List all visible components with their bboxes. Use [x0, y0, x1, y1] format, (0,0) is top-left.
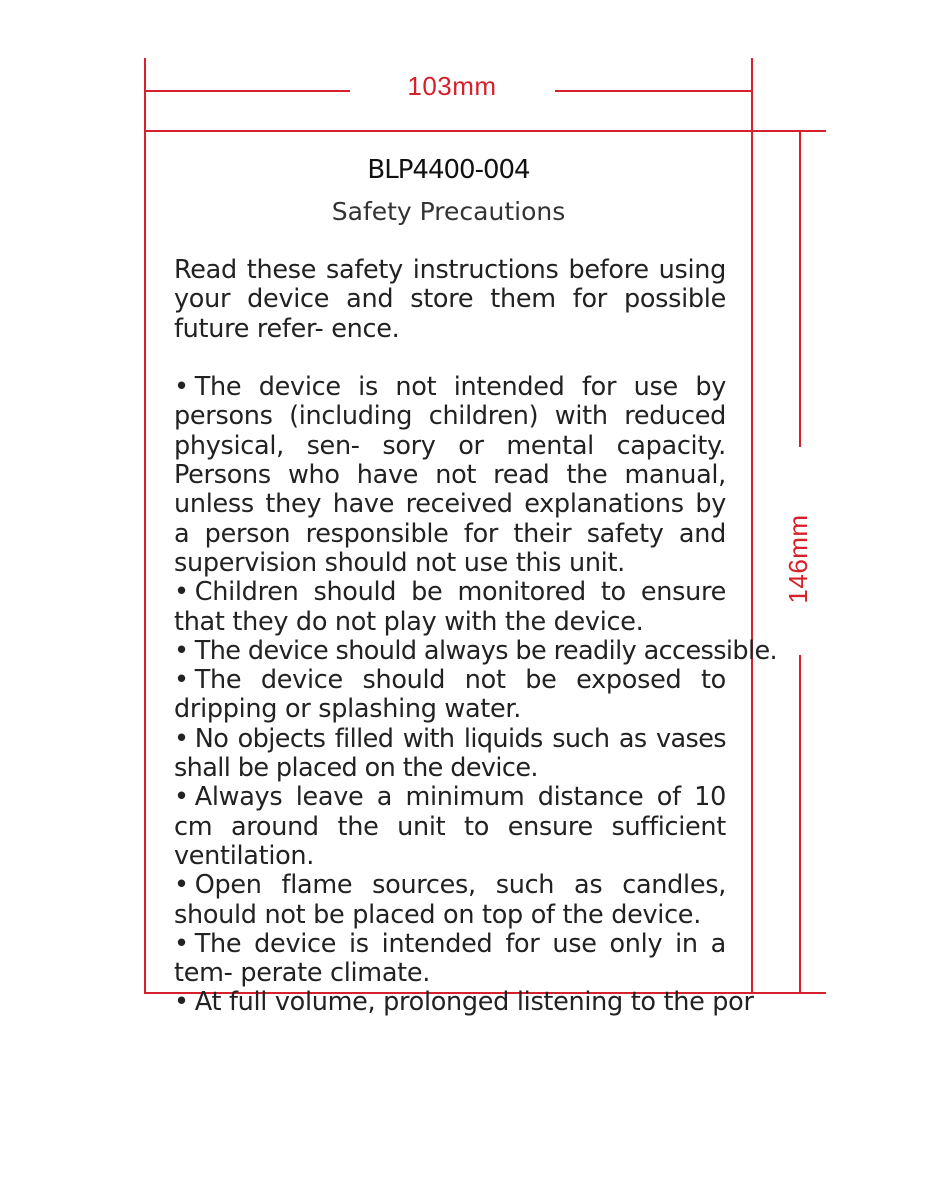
instructions-body	[174, 255, 778, 1018]
height-dimension-line-bottom	[799, 655, 801, 993]
model-number: BLP4400-004	[367, 155, 530, 185]
intro-paragraph: Read these safety instructions before using your device and store them for possible future refer- ence.	[174, 255, 726, 344]
bullet-dot: •	[174, 723, 189, 754]
label-title: Safety Precautions	[331, 197, 566, 226]
bullet-dot: •	[174, 635, 189, 666]
bullet-item: • At full volume, prolonged listening to the por	[174, 987, 754, 1018]
bullet-dot: •	[174, 928, 189, 959]
bullet-dot: •	[174, 577, 189, 608]
bullet-item: • Children should be monitored to ensure that they do not play with the device.	[174, 577, 726, 637]
bullet-item: • Open flame sources, such as candles, should not be placed on top of the device.	[174, 870, 726, 930]
width-dimension-line-left	[145, 90, 350, 92]
bullet-item: • The device should not be exposed to dripping or splashing water.	[174, 665, 726, 725]
bullet-item: • The device should always be readily accessible.	[174, 635, 778, 666]
width-dimension-line-right	[555, 90, 752, 92]
bullet-dot: •	[174, 665, 189, 696]
width-dimension-label: 103mm	[407, 71, 497, 101]
bullet-item: • Always leave a minimum distance of 10 cm around the unit to ensure sufficient ventilation.	[174, 782, 726, 871]
bullet-item: • No objects filled with liquids such as vases shall be placed on the device.	[174, 723, 726, 784]
safety-label	[145, 131, 778, 1018]
height-dimension-line-top	[799, 131, 801, 447]
bullet-dot: •	[174, 870, 189, 901]
bullet-dot: •	[174, 987, 189, 1018]
bullet-dot: •	[174, 782, 189, 813]
bullet-dot: •	[174, 372, 189, 403]
height-dimension-label: 146mm	[783, 514, 813, 604]
bullet-item: • The device is not intended for use by persons (including children) with reduced physical, sen- sory or mental capacity. Persons who have not read the manual, unless they have received explanations by a person responsible for their safety and supervision should not use this unit.	[174, 372, 726, 578]
bullet-item: • The device is intended for use only in a tem- perate climate.	[174, 928, 726, 989]
